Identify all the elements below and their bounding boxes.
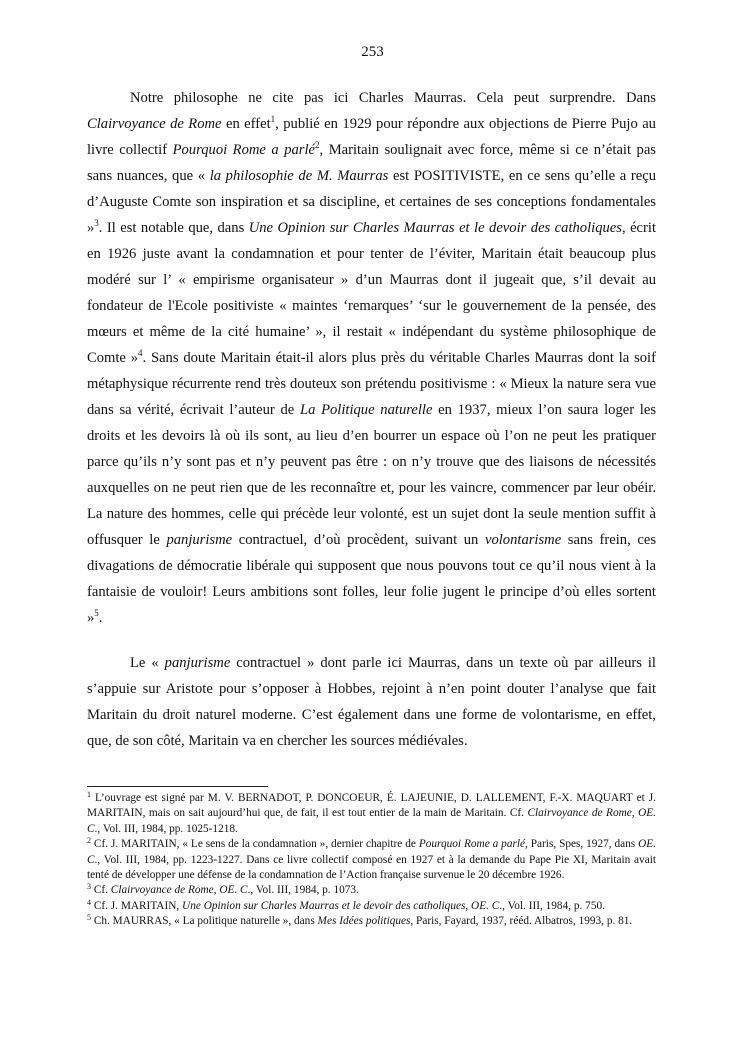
- text-run: ., Vol. III, 1984, p. 750.: [499, 899, 605, 912]
- body-paragraph: [87, 85, 656, 631]
- text-run: ., Vol. III, 1984, pp. 1025-1218.: [94, 822, 238, 835]
- text-run: ., Vol. III, 1984, pp. 1223-1227. Dans ce livre collectif composé en 1927 et à la demande du Pape Pie XI, Maritain avait tenté de développer une défense de la condamnation de l’Action française survenue le 20 décembre 1926.: [87, 853, 656, 882]
- emphasis: panjurisme: [164, 655, 231, 671]
- book-title: Clairvoyance de Rome: [87, 116, 222, 132]
- footnote-separator: [87, 786, 268, 787]
- emphasis: panjurisme: [166, 532, 233, 548]
- text-run: Cf. J. MARITAIN,: [91, 899, 183, 912]
- footnote-number: 2: [87, 836, 91, 846]
- book-title: La Politique naturelle: [299, 402, 433, 418]
- book-title: Une Opinion sur Charles Maurras et le devoir des catholiques: [182, 899, 466, 912]
- text-run: , publié en 1929 pour répondre aux objections de Pierre Pujo au livre collectif: [87, 116, 656, 158]
- text-run: Cf.: [91, 884, 111, 897]
- text-run: . Sans doute Maritain était-il alors plus près du véritable Charles Maurras dont la soif métaphysique récurrente rend très douteux son prétendu positivisme : « Mieux la nature sera vue dans sa vérité, écrivait l’auteur de: [87, 350, 656, 418]
- text-run: . Il est notable que, dans: [98, 220, 249, 236]
- book-title: Mes Idées politiques,: [317, 915, 414, 928]
- text-run: , Paris, Spes, 1927, dans: [525, 838, 639, 851]
- text-run: Le «: [130, 655, 165, 671]
- text-run: , écrit en 1926 juste avant la condamnation et pour tenter de l’éviter, Maritain était beaucoup plus modéré sur l’ « empirisme organisateur » d’un Maurras dont il jugeait que, s’il devait au fondateur de l'Ecole positiviste « maintes ‘remarques’ ‘sur le gouvernement de la pensée, des mœurs et même de la cité humaine’ », il restait « indépendant du système philosophique de Comte »: [87, 220, 656, 366]
- book-title: OE. C: [471, 899, 500, 912]
- book-title: Pourquoi Rome a parlé: [172, 142, 316, 158]
- footnotes: [87, 791, 656, 930]
- emphasis: volontarisme: [484, 532, 562, 548]
- book-title: Clairvoyance de Rome, OE. C: [110, 884, 248, 897]
- text-run: Paris, Fayard, 1937, rééd. Albatros, 1993, p. 81.: [413, 915, 633, 928]
- text-run: Cf. J. MARITAIN, « Le sens de la condamnation », dernier chapitre de: [91, 838, 419, 851]
- footnote-number: 1: [87, 790, 91, 799]
- text-run: sans frein, ces divagations de démocratie libérale qui supposent que nous pouvons tout ce qu’il nous vient à la fantaisie de vouloir! Leurs ambitions sont folles, leur folie jugent le principe d’où elles sortent »: [87, 532, 656, 626]
- text-run: en 1937, mieux l’on saura loger les droits et les devoirs là où ils sont, au lieu d’en bourrer un espace où l’on ne peut les pratiquer parce qu’ils n’y sont pas et n’y peuvent pas être : on n’y trouve que des liaisons de nécessités auxquelles on ne peut rien que de les reconnaître et, pour les vaincre, commencer par leur obéir. La nature des hommes, celle qui précède leur volonté, est un sujet dont la seule mention suffit à offusquer le: [87, 402, 656, 548]
- body-paragraph: [87, 650, 656, 754]
- page-number: 253: [361, 44, 384, 60]
- text-run: est POSITIVISTE, en ce sens qu’elle a reçu d’Auguste Comte son inspiration et sa discipline, et certaines de ses conceptions fondamentales »: [87, 168, 656, 236]
- text-run: , Maritain soulignait avec force, même si ce n’était pas sans nuances, que «: [87, 142, 656, 184]
- footnote: [87, 791, 656, 837]
- text-run: contractuel » dont parle ici Maurras, dans un texte où par ailleurs il s’appuie sur Aristote pour s’opposer à Hobbes, rejoint à n’en point douter l’analyse que fait Maritain du droit naturel moderne. C’est également dans une forme de volontarisme, en effet, que, de son côté, Maritain va en chercher les sources médiévales.: [87, 655, 656, 749]
- text-run: L’ouvrage est signé par M. V. BERNADOT, P. DONCOEUR, É. LAJEUNIE, D. LALLEMENT, F.-X. MAQUART et J. MARITAIN, mais on sait aujourd’hui que, de fait, il est tout entier de la main de Maritain. Cf.: [87, 792, 656, 820]
- footnote-ref[interactable]: 5: [94, 608, 99, 618]
- text-run: Ch. MAURRAS, « La politique naturelle », dans: [91, 915, 318, 928]
- footnote-number: 5: [87, 913, 91, 923]
- text-run: Notre philosophe ne cite pas ici Charles Maurras. Cela peut surprendre. Dans: [130, 90, 656, 106]
- text-run: contractuel, d’où procèdent, suivant un: [232, 532, 485, 548]
- footnote: [87, 899, 656, 914]
- emphasis: la philosophie de M. Maurras: [209, 168, 389, 184]
- footnote-ref[interactable]: 2: [315, 140, 320, 150]
- book-title: OE. C: [87, 838, 656, 866]
- footnote-ref[interactable]: 1: [270, 114, 276, 124]
- footnote-ref[interactable]: 4: [138, 348, 143, 358]
- text-run: ., Vol. III, 1984, p. 1073.: [247, 884, 359, 897]
- footnote: [87, 914, 656, 929]
- text-run: .: [98, 610, 103, 626]
- book-title: Clairvoyance de Rome, OE. C: [87, 807, 656, 835]
- footnote: [87, 883, 656, 898]
- book-title: Pourquoi Rome a parlé: [418, 838, 526, 851]
- footnote-number: 4: [87, 897, 91, 907]
- footnote-ref[interactable]: 3: [94, 218, 99, 228]
- text-run: ,: [465, 899, 472, 912]
- text-run: en effet: [221, 116, 271, 132]
- footnote: [87, 837, 656, 883]
- footnote-number: 3: [87, 882, 91, 892]
- book-title: Une Opinion sur Charles Maurras et le devoir des catholiques: [248, 220, 622, 236]
